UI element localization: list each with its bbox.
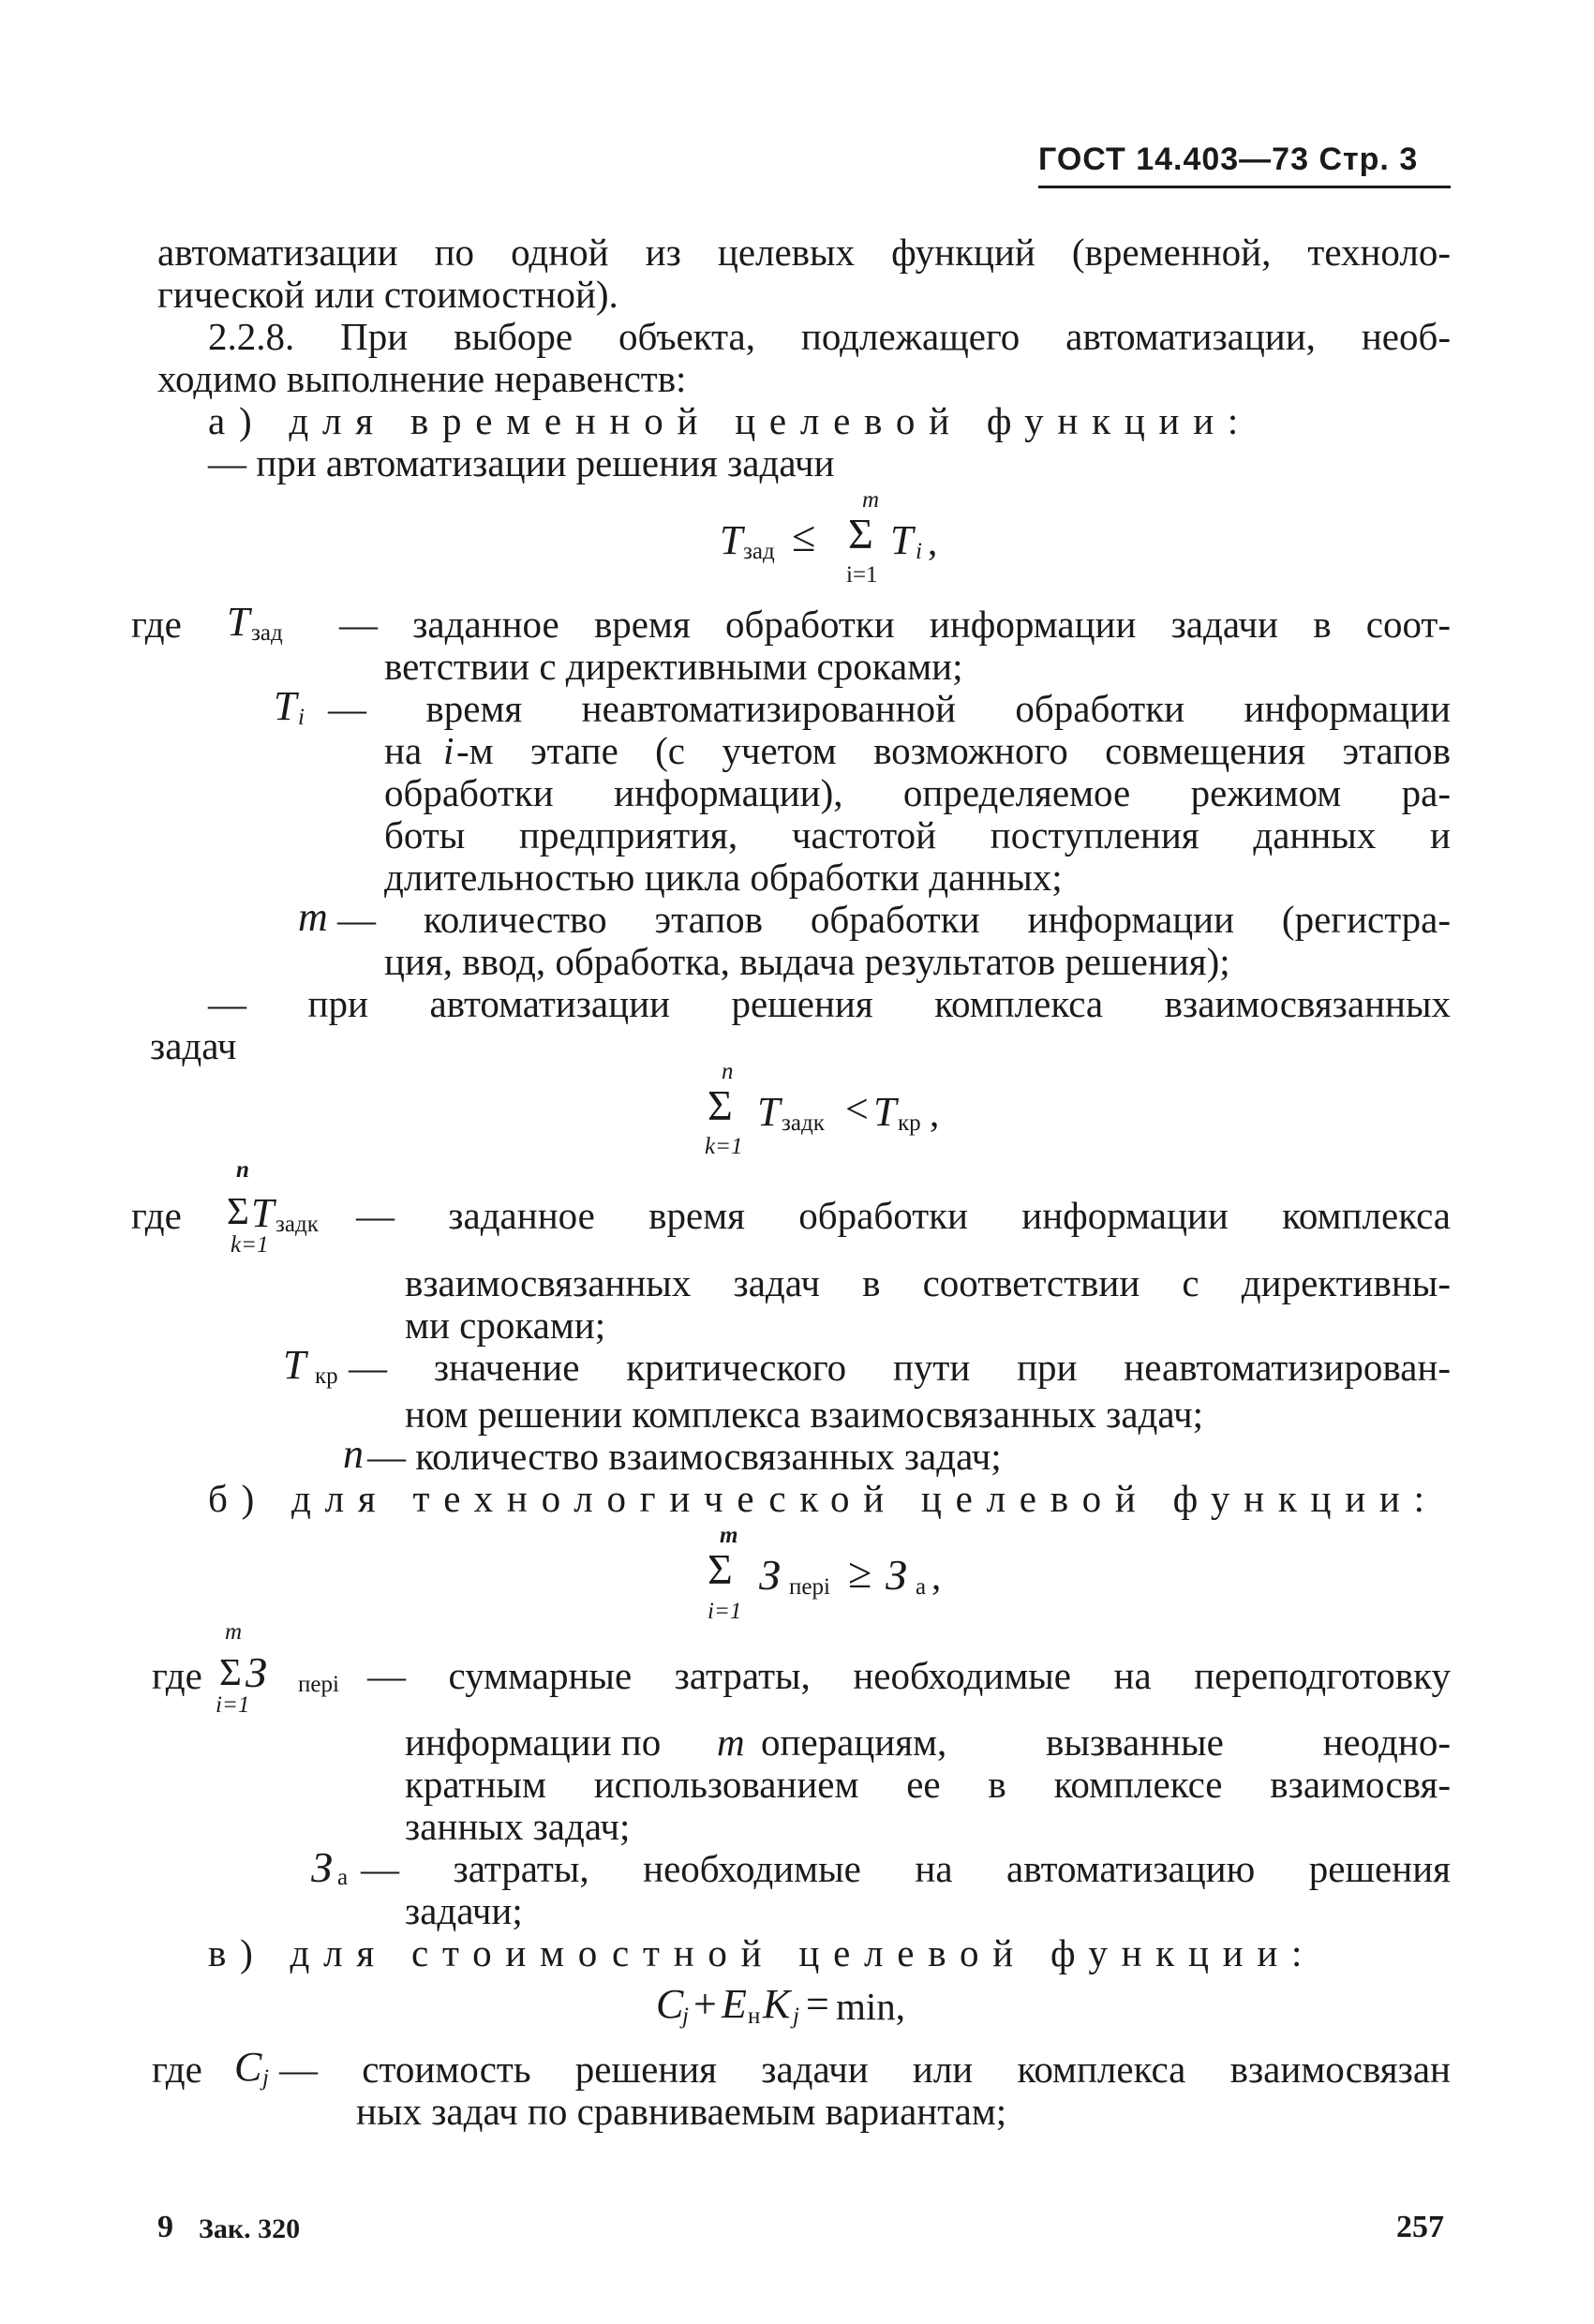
formula-subscript: j	[682, 2004, 689, 2029]
where-label: где	[131, 1194, 182, 1237]
formula-punctuation: ,	[931, 1555, 942, 1598]
page-header: ГОСТ 14.403—73 Стр. 3	[1038, 142, 1419, 177]
text-line: задачи;	[405, 1889, 523, 1932]
sum-sign: Σ	[848, 510, 873, 558]
text-line: кратным использованием ее в комплексе взаимосвя-	[405, 1763, 1451, 1806]
text-line: — при автоматизации решения задачи	[208, 441, 835, 484]
term-symbol: m	[298, 894, 328, 940]
text-line: автоматизации по одной из целевых функций (временной, техноло-	[157, 231, 1451, 274]
text-line: — затраты, необходимые на автоматизацию решения	[361, 1847, 1451, 1890]
formula-symbol: T	[873, 1089, 897, 1135]
formula-punctuation: ,	[930, 1092, 940, 1135]
text-line: гической или стоимостной).	[157, 273, 618, 316]
text-line: задач	[150, 1024, 237, 1067]
where-label: где	[152, 2048, 202, 2091]
sum-lower-limit: k=1	[705, 1134, 743, 1159]
section-heading: б) для технологической целевой функции:	[208, 1477, 1438, 1520]
text-line: на	[384, 729, 423, 772]
formula-subscript: кр	[898, 1110, 921, 1136]
text-line: занных задач;	[405, 1805, 631, 1848]
formula-subscript: н	[748, 2004, 761, 2029]
formula-subscript: перi	[789, 1574, 830, 1600]
formula-punctuation: ,	[928, 520, 938, 563]
sum-upper-limit: n	[236, 1157, 249, 1183]
term-subscript: j	[262, 2065, 269, 2091]
formula-symbol: C	[656, 1981, 684, 2027]
where-label: где	[152, 1654, 202, 1697]
text-line: — время неавтоматизированной обработки информации	[328, 687, 1451, 730]
text-line: ветствии с директивными сроками;	[384, 645, 963, 688]
text-line: обработки информации), определяемое режимом ра-	[384, 771, 1451, 814]
sum-lower-limit: i=1	[708, 1599, 742, 1624]
term-symbol: З	[246, 1648, 267, 1696]
text-line: ном решении комплекса взаимосвязанных задач;	[405, 1393, 1203, 1436]
text-line: ми сроками;	[405, 1304, 606, 1347]
sum-upper-limit: m	[720, 1523, 738, 1548]
formula-symbol: K	[763, 1981, 791, 2027]
text-line: — заданное время обработки информации комплекса	[356, 1194, 1451, 1237]
term-symbol: i	[443, 729, 454, 772]
formula-symbol: E	[722, 1981, 747, 2027]
text-line: — стоимость решения задачи или комплекса взаимосвязан	[279, 2048, 1451, 2091]
sum-sign: Σ	[219, 1650, 242, 1693]
formula-symbol: T	[720, 517, 743, 563]
formula-subscript: задк	[782, 1110, 825, 1136]
formula-subscript: i	[916, 539, 922, 564]
page-number: 257	[1396, 2210, 1444, 2244]
section-heading: в) для стоимостной целевой функции:	[208, 1931, 1317, 1974]
text-line: — при автоматизации решения комплекса взаимосвязанных	[208, 982, 1451, 1025]
text-line: — количество этапов обработки информации (регистра-	[337, 898, 1451, 941]
sum-sign: Σ	[227, 1189, 249, 1232]
text-line: — количество взаимосвязанных задач;	[367, 1435, 1002, 1478]
formula-value: min,	[836, 1985, 906, 2028]
sum-upper-limit: m	[862, 487, 880, 513]
formula-subscript: зад	[743, 539, 775, 564]
term-symbol: C	[234, 2044, 262, 2090]
sum-upper-limit: n	[722, 1059, 734, 1084]
sheet-number: 9	[157, 2210, 173, 2244]
text-line: ция, ввод, обработка, выдача результатов решения);	[384, 940, 1230, 983]
sum-lower-limit: i=1	[216, 1692, 250, 1718]
term-symbol: n	[343, 1431, 364, 1477]
term-symbol: T	[274, 683, 297, 729]
formula-symbol: З	[886, 1551, 907, 1599]
formula-subscript: а	[916, 1574, 927, 1600]
header-rule	[1038, 186, 1451, 188]
formula-symbol: T	[757, 1089, 781, 1135]
text-line: длительностью цикла обработки данных;	[384, 856, 1063, 899]
sum-upper-limit: m	[225, 1619, 243, 1645]
formula-operator: ≤	[792, 513, 816, 560]
term-symbol: T	[283, 1342, 306, 1388]
sum-lower-limit: i=1	[846, 562, 878, 588]
text-line: операциям, вызванные неодно-	[761, 1721, 1451, 1764]
term-subscript: зад	[251, 620, 283, 646]
term-symbol: m	[717, 1721, 745, 1764]
text-line: — значение критического пути при неавтоматизирован-	[349, 1346, 1451, 1389]
text-line: боты предприятия, частотой поступления данных и	[384, 813, 1451, 857]
term-subscript: перi	[298, 1672, 339, 1697]
text-line: 2.2.8. При выборе объекта, подлежащего автоматизации, необ-	[208, 315, 1451, 358]
text-line: — заданное время обработки информации задачи в соот-	[339, 603, 1451, 646]
text-line: ных задач по сравниваемым вариантам;	[356, 2090, 1007, 2133]
term-symbol: T	[227, 599, 250, 645]
formula-operator: +	[693, 1981, 717, 2027]
text-line: ходимо выполнение неравенств:	[157, 357, 687, 400]
term-subscript: i	[298, 705, 305, 730]
term-symbol: T	[251, 1190, 275, 1236]
text-line: — суммарные затраты, необходимые на переподготовку	[367, 1654, 1451, 1697]
term-subscript: задк	[276, 1212, 319, 1237]
formula-operator: <	[845, 1086, 869, 1132]
sum-lower-limit: k=1	[231, 1232, 269, 1258]
formula-operator: ≥	[848, 1549, 872, 1597]
term-symbol: З	[311, 1843, 333, 1891]
sum-sign: Σ	[708, 1081, 733, 1129]
section-heading: а) для временной целевой функции:	[208, 399, 1253, 442]
text-line: взаимосвязанных задач в соответствии с директивны-	[405, 1261, 1451, 1304]
where-label: где	[131, 603, 182, 646]
order-number: Зак. 320	[199, 2213, 301, 2244]
formula-operator: =	[806, 1981, 829, 2027]
text-line: -м этапе (с учетом возможного совмещения этапов	[456, 729, 1451, 772]
formula-symbol: З	[759, 1551, 781, 1599]
formula-symbol: T	[890, 517, 914, 563]
term-subscript: а	[337, 1865, 349, 1890]
text-line: информации по	[405, 1721, 662, 1764]
formula-subscript: j	[793, 2004, 799, 2029]
term-subscript: кр	[315, 1363, 338, 1389]
sum-sign: Σ	[708, 1545, 733, 1593]
